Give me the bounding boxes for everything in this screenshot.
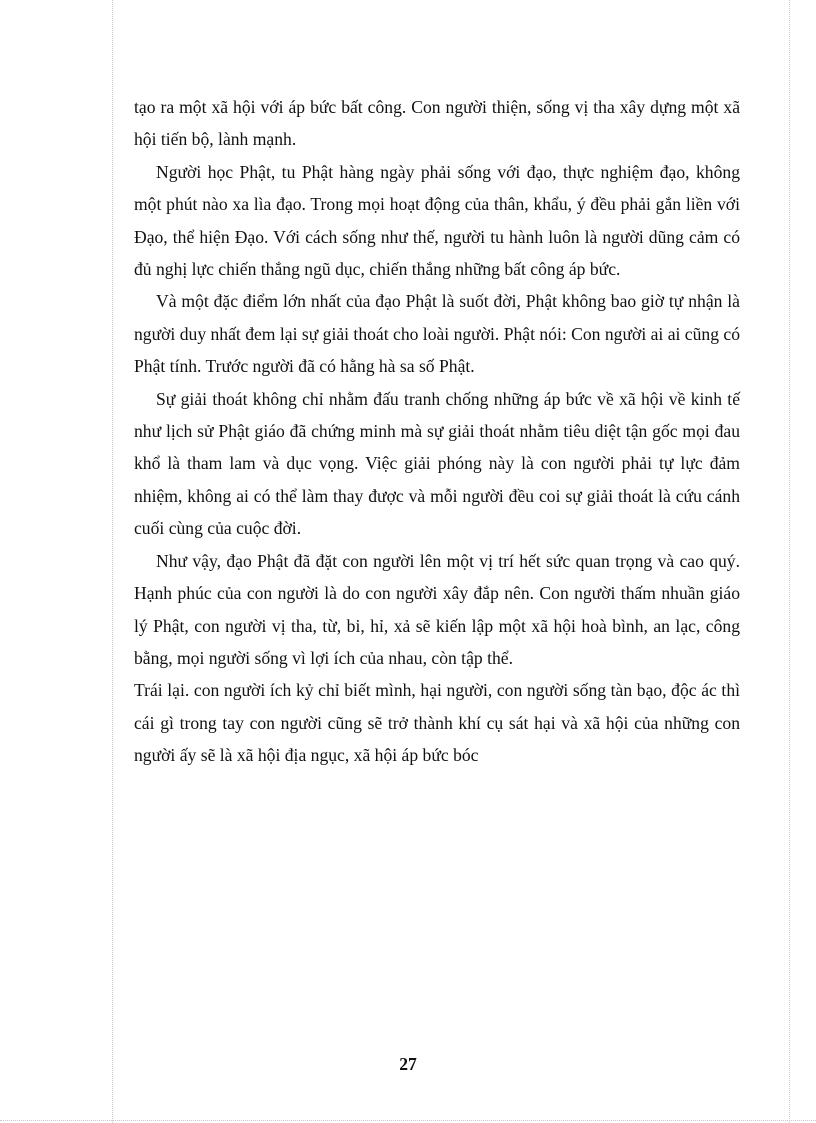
paragraph: Và một đặc điểm lớn nhất của đạo Phật là suốt đời, Phật không bao giờ tự nhận là người duy nhất đem lại sự giải thoát cho loài người. Phật nói: Con người ai ai cũng có Phật tính. Trước người đã có hằng hà sa số Phật. (134, 291, 740, 377)
paragraph: Người học Phật, tu Phật hàng ngày phải sống với đạo, thực nghiệm đạo, không một phút nào xa lìa đạo. Trong mọi hoạt động của thân, khẩu, ý đều phải gắn liền với Đạo, thể hiện Đạo. Với cách sống như thế, người tu hành luôn là người dũng cảm có đủ nghị lực chiến thắng ngũ dục, chiến thắng những bất công áp bức. (134, 161, 740, 280)
page-number: 27 (399, 1054, 417, 1074)
paragraph: Trái lại. con người ích kỷ chỉ biết mình, hại người, con người sống tàn bạo, độc ác thì cái gì trong tay con người cũng sẽ trở thành khí cụ sát hại và xã hội của những con người ấy sẽ là xã hội địa ngục, xã hội áp bức bóc (134, 680, 740, 766)
paragraph: tạo ra một xã hội với áp bức bất công. Con người thiện, sống vị tha xây dựng một xã hội tiến bộ, lành mạnh. (134, 97, 740, 150)
bottom-divider (0, 1120, 816, 1121)
document-body (134, 91, 740, 772)
paragraph: Như vậy, đạo Phật đã đặt con người lên một vị trí hết sức quan trọng và cao quý. Hạnh phúc của con người là do con người xây đắp nên. Con người thấm nhuần giáo lý Phật, con người vị tha, từ, bi, hỉ, xả sẽ kiến lập một xã hội hoà bình, an lạc, công bằng, mọi người sống vì lợi ích của nhau, còn tập thể. (134, 550, 740, 668)
paragraph: Sự giải thoát không chỉ nhằm đấu tranh chống những áp bức về xã hội về kinh tế như lịch sử Phật giáo đã chứng minh mà sự giải thoát nhằm tiêu diệt tận gốc mọi đau khổ là tham lam và dục vọng. Việc giải phóng này là con người phải tự lực đảm nhiệm, không ai có thể làm thay được và mỗi người đều coi sự giải thoát là cứu cánh cuối cùng của cuộc đời. (134, 388, 740, 539)
